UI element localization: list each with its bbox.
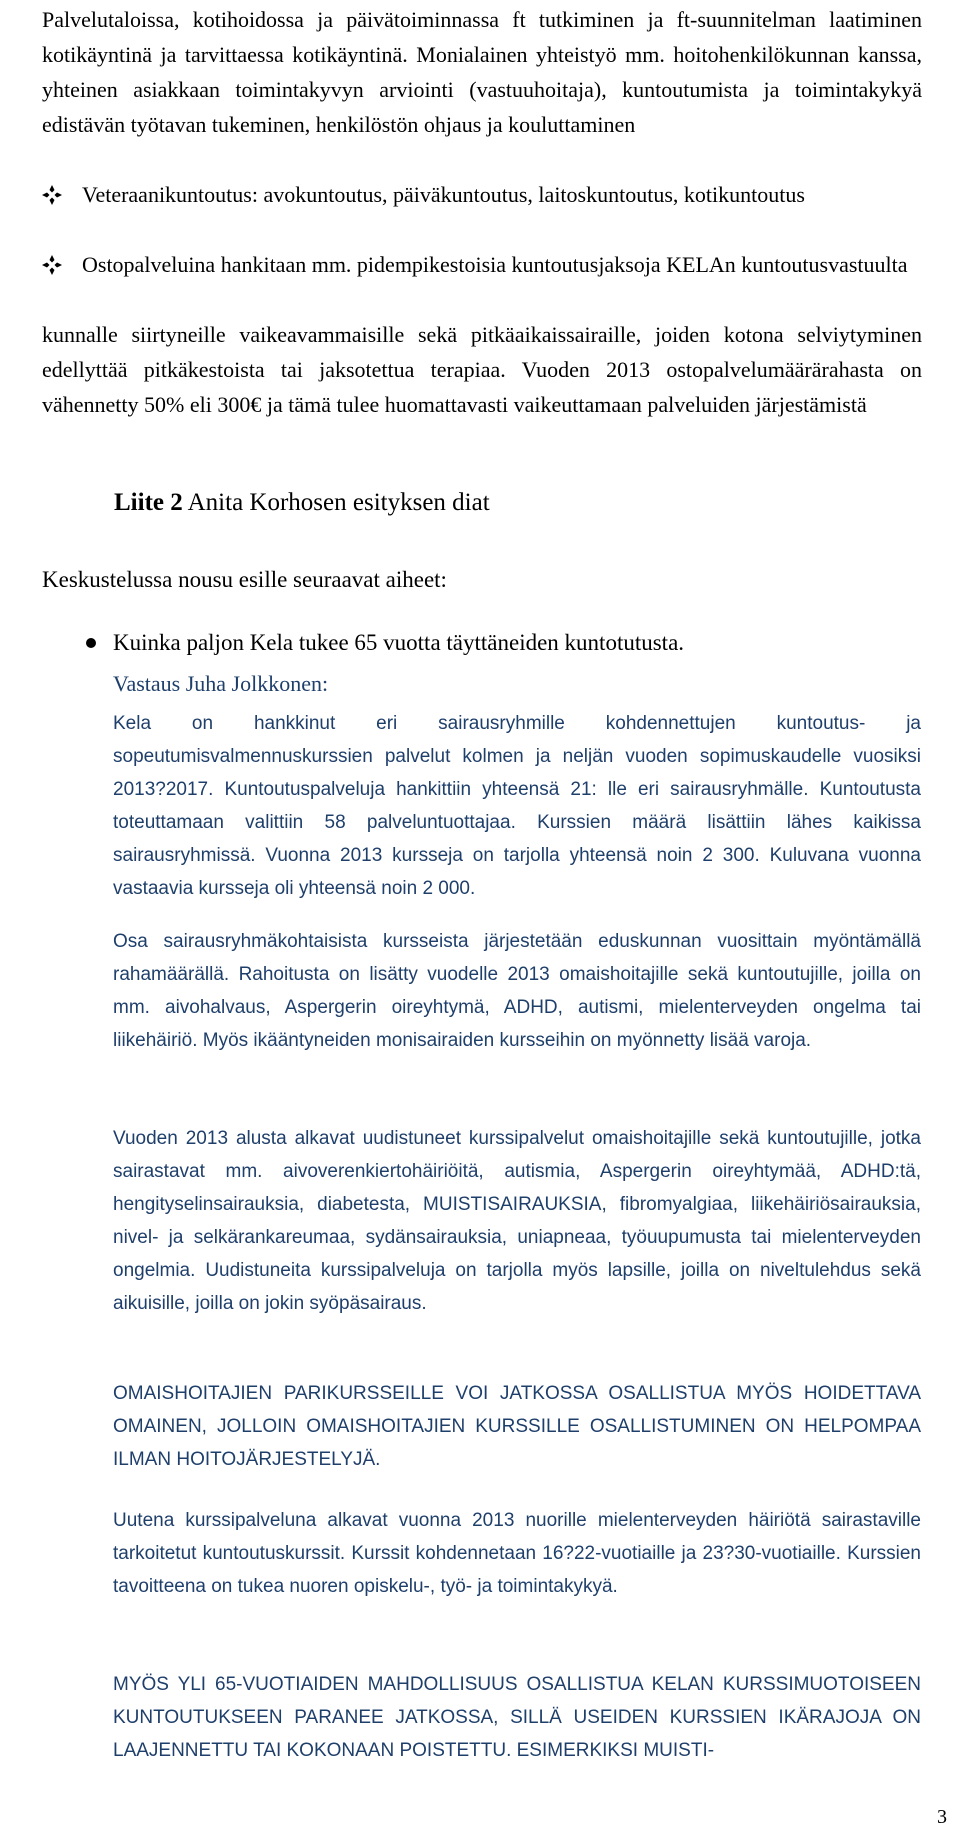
- appendix-label: Liite 2: [114, 489, 183, 516]
- discussion-heading: Keskustelussa nousu esille seuraavat aiheet:: [42, 567, 447, 592]
- bullet-text: Ostopalveluina hankitaan mm. pidempikestoisia kuntoutusjaksoja KELAn kuntoutusvastuulta: [82, 252, 908, 277]
- round-bullet-icon: [86, 638, 96, 648]
- answer-paragraph-caps: MYÖS YLI 65-VUOTIAIDEN MAHDOLLISUUS OSALLISTUA KELAN KURSSIMUOTOISEEN KUNTOUTUKSEEN PARANEE JATKOSSA, SILLÄ USEIDEN KURSSIEN IKÄRAJOJA ON LAAJENNETTU TAI KOKONAAN POISTETTU. ESIMERKIKSI MUISTI-: [113, 1674, 921, 1761]
- appendix-title: Anita Korhosen esityksen diat: [182, 489, 490, 516]
- answer-heading: Vastaus Juha Jolkkonen:: [113, 671, 329, 696]
- bullet-item-veteran-rehab: [42, 177, 922, 212]
- bullet-text: Veteraanikuntoutus: avokuntoutus, päiväkuntoutus, laitoskuntoutus, kotikuntoutus: [82, 182, 805, 207]
- answer-paragraph: Vuoden 2013 alusta alkavat uudistuneet kurssipalvelut omaishoitajille sekä kuntoutujille, jotka sairastavat mm. aivoverenkiertohäiriöitä, autismia, Aspergerin oireyhtymää, ADHD:tä, hengityselinsairauksia, diabetesta, MUISTISAIRAUKSIA, fibromyalgiaa, liikehäiriösairauksia, nivel- ja selkärankareumaa, sydänsairauksia, uniapneaa, työuupumusta tai mielenterveyden ongelmia. Uudistuneita kurssipalveluja on tarjolla myös lapsille, joilla on niveltulehdus sekä aikuisille, joilla on jokin syöpäsairaus.: [113, 1128, 921, 1314]
- diamond-bullet-icon: [39, 247, 65, 282]
- question-text: Kuinka paljon Kela tukee 65 vuotta täyttäneiden kuntotutusta.: [113, 630, 685, 655]
- answer-paragraph: Osa sairausryhmäkohtaisista kursseista järjestetään eduskunnan vuosittain myöntämällä rahamäärällä. Rahoitusta on lisätty vuodelle 2013 omaishoitajille sekä kuntoutujille, joilla on mm. aivohalvaus, Aspergerin oireyhtymä, ADHD, autismi, mielenterveyden ongelma tai liikehäiriö. Myös ikääntyneiden monisairaiden kursseihin on myönnetty lisää varoja.: [113, 931, 921, 1051]
- answer-paragraph-caps: OMAISHOITAJIEN PARIKURSSEILLE VOI JATKOSSA OSALLISTUA MYÖS HOIDETTAVA OMAINEN, JOLLOIN OMAISHOITAJIEN KURSSILLE OSALLISTUMINEN ON HELPOMPAA ILMAN HOITOJÄRJESTELYJÄ.: [113, 1383, 921, 1470]
- page-number: 3: [937, 1806, 947, 1828]
- intro-paragraph: Palvelutaloissa, kotihoidossa ja päivätoiminnassa ft tutkiminen ja ft-suunnitelman laatiminen kotikäyntinä ja tarvittaessa kotikäyntinä. Monialainen yhteistyö mm. hoitohenkilökunnan kanssa, yhteinen asiakkaan toimintakyvyn arviointi (vastuuhoitaja), kuntoutumista ja toimintakykyä edistävän työtavan tukeminen, henkilöstön ohjaus ja kouluttaminen: [42, 7, 922, 137]
- bullet-item-outsourced-services: [42, 247, 922, 282]
- answer-paragraph: Kela on hankkinut eri sairausryhmille kohdennettujen kuntoutus- ja sopeutumisvalmennuskurssien palvelut kolmen ja neljän vuoden sopimuskaudelle vuosiksi 2013?2017. Kuntoutuspalveluja hankittiin yhteensä 21: lle eri sairausryhmälle. Kuntoutusta toteuttamaan valittiin 58 palveluntuottajaa. Kurssien määrä lisättiin lähes kaikissa sairausryhmissä. Vuonna 2013 kursseja on tarjolla yhteensä noin 2 300. Kuluvana vuonna vastaavia kursseja oli yhteensä noin 2 000.: [113, 713, 921, 899]
- appendix-heading: [114, 486, 490, 520]
- bullet-continuation-paragraph: kunnalle siirtyneille vaikeavammaisille sekä pitkäaikaissairaille, joiden kotona selviytyminen edellyttää pitkäkestoista tai jaksotettua terapiaa. Vuoden 2013 ostopalvelumäärärahasta on vähennetty 50% eli 300€ ja tämä tulee huomattavasti vaikeuttamaan palveluiden järjestämistä: [42, 322, 922, 417]
- diamond-bullet-icon: [39, 177, 65, 212]
- answer-paragraph: Uutena kurssipalveluna alkavat vuonna 2013 nuorille mielenterveyden häiriötä sairastaville tarkoitetut kuntoutuskurssit. Kurssit kohdennetaan 16?22-vuotiaille ja 23?30-vuotiaille. Kurssien tavoitteena on tukea nuoren opiskelu-, työ- ja toimintakykyä.: [113, 1510, 921, 1597]
